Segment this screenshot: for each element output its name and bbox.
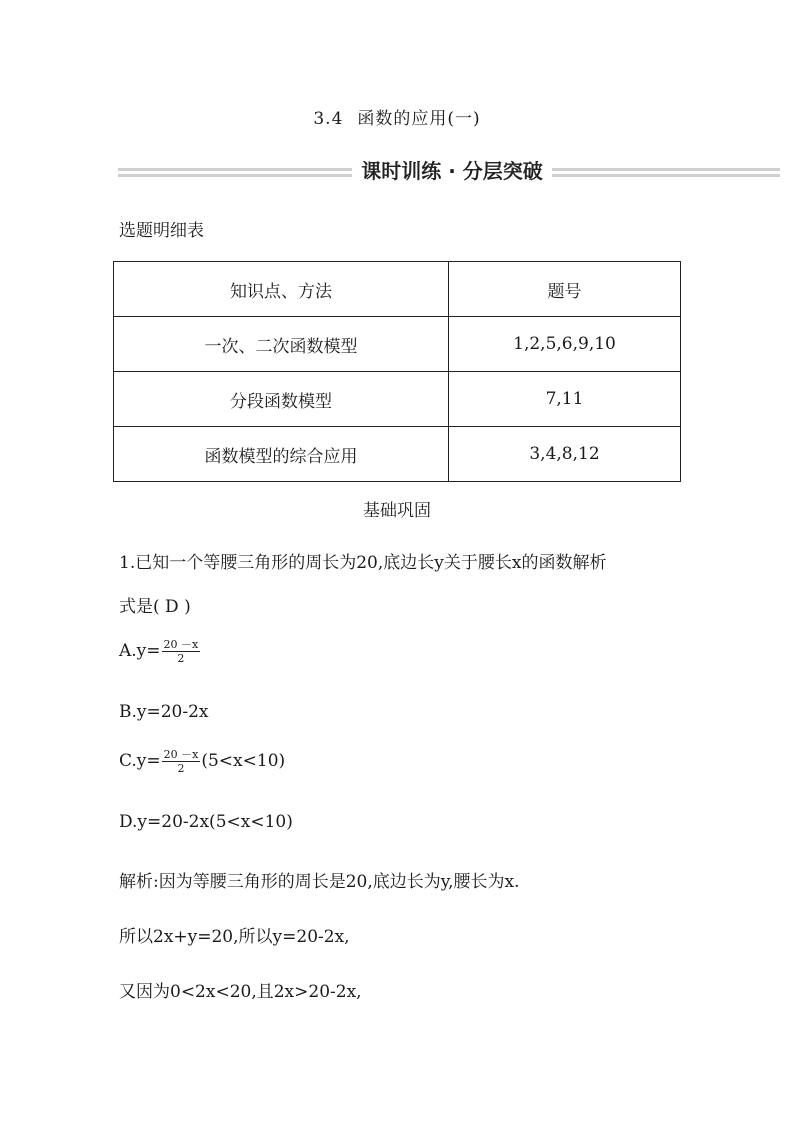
option-a-prefix: A.y= bbox=[119, 641, 161, 661]
table-row bbox=[114, 372, 681, 427]
table-row bbox=[114, 427, 681, 482]
option-d: D.y=20-2x(5<x<10) bbox=[119, 812, 293, 832]
page-title bbox=[0, 104, 794, 129]
option-c-fraction bbox=[162, 748, 201, 775]
table-caption: 选题明细表 bbox=[119, 221, 204, 241]
solution-line: 所以2x+y=20,所以y=20-2x, bbox=[119, 927, 350, 947]
section-heading: 基础巩固 bbox=[363, 501, 431, 521]
table-cell: 7,11 bbox=[449, 372, 681, 427]
table-row bbox=[114, 317, 681, 372]
table-cell: 3,4,8,12 bbox=[449, 427, 681, 482]
option-a-fraction bbox=[162, 638, 201, 665]
table-header-row bbox=[114, 262, 681, 317]
fraction-denominator: 2 bbox=[177, 762, 185, 775]
option-c-suffix: (5<x<10) bbox=[201, 751, 286, 771]
section-title: 函数的应用(一) bbox=[357, 109, 481, 129]
banner-label: 课时训练 · 分层突破 bbox=[352, 155, 552, 189]
option-c bbox=[119, 748, 285, 775]
topic-table bbox=[113, 261, 681, 482]
table-cell: 分段函数模型 bbox=[114, 372, 449, 427]
table-cell: 一次、二次函数模型 bbox=[114, 317, 449, 372]
solution-line: 解析:因为等腰三角形的周长是20,底边长为y,腰长为x. bbox=[119, 872, 520, 892]
section-number: 3.4 bbox=[313, 109, 344, 129]
fraction-numerator: 20 －x bbox=[163, 748, 199, 761]
fraction-numerator: 20 －x bbox=[163, 638, 199, 651]
fraction-denominator: 2 bbox=[177, 652, 185, 665]
table-cell: 1,2,5,6,9,10 bbox=[449, 317, 681, 372]
question-stem-line2: 式是( D ) bbox=[119, 597, 191, 617]
question-stem-line1: 1.已知一个等腰三角形的周长为20,底边长y关于腰长x的函数解析 bbox=[119, 553, 607, 573]
banner bbox=[118, 155, 780, 189]
option-c-prefix: C.y= bbox=[119, 751, 161, 771]
table-header-cell: 题号 bbox=[449, 262, 681, 317]
table-cell: 函数模型的综合应用 bbox=[114, 427, 449, 482]
option-b: B.y=20-2x bbox=[119, 702, 209, 722]
option-a bbox=[119, 638, 201, 665]
solution-line: 又因为0<2x<20,且2x>20-2x, bbox=[119, 982, 362, 1002]
table-header-cell: 知识点、方法 bbox=[114, 262, 449, 317]
